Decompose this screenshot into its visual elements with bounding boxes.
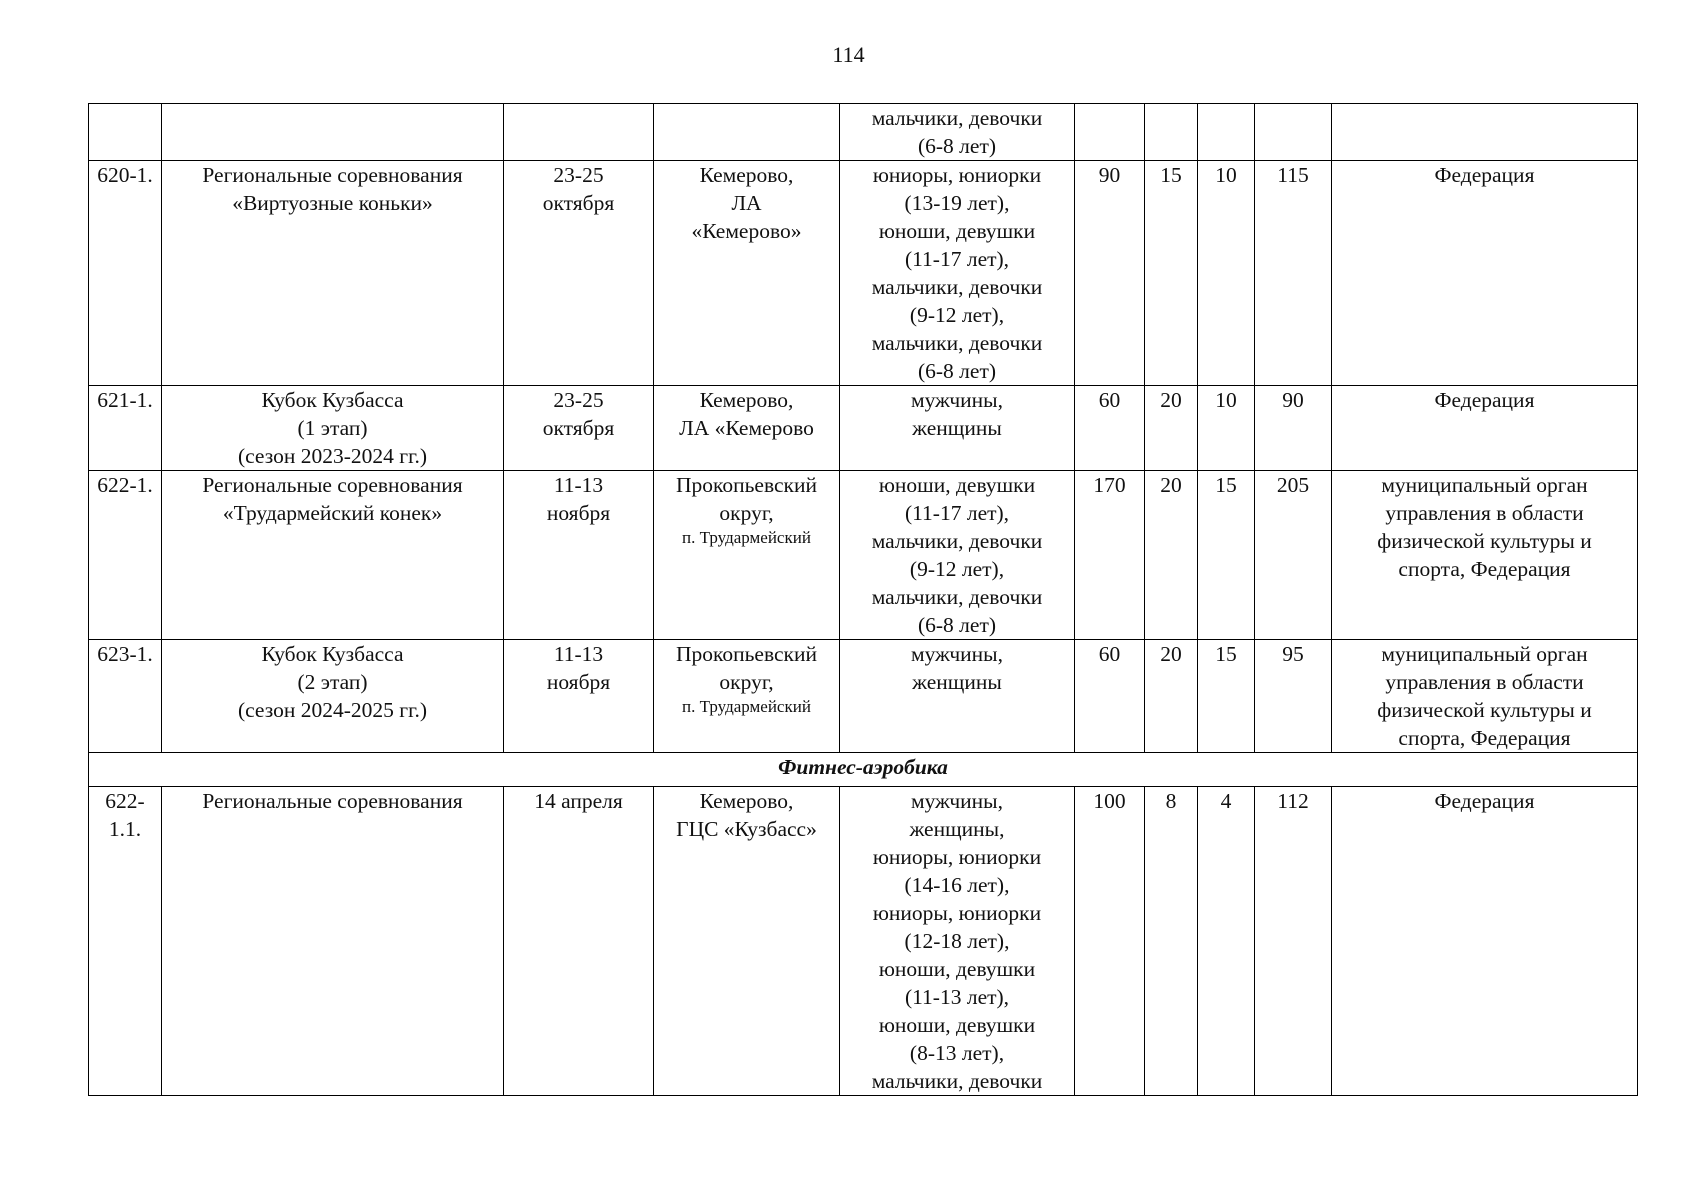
count-3: 10	[1215, 163, 1237, 187]
participants: юниоры, юниорки (13-19 лет), юноши, девушки (11-17 лет), мальчики, девочки (9-12 лет), мальчики, девочки (6-8 лет)	[871, 163, 1043, 383]
count-1: 60	[1098, 388, 1121, 412]
row-number: 621-1.	[97, 388, 153, 412]
row-number: 623-1.	[97, 642, 153, 666]
events-table	[88, 103, 1638, 1096]
count-2: 20	[1160, 388, 1182, 412]
count-2: 20	[1160, 642, 1182, 666]
event-dates: 14 апреля	[534, 789, 623, 813]
count-total: 115	[1277, 163, 1309, 187]
count-total: 112	[1277, 789, 1309, 813]
page-number: 114	[832, 42, 865, 67]
count-2: 15	[1160, 163, 1182, 187]
count-total: 205	[1276, 473, 1310, 497]
participants: мужчины, женщины	[910, 388, 1004, 440]
table-row	[89, 640, 1638, 753]
table-row	[89, 161, 1638, 386]
count-2: 8	[1165, 789, 1177, 813]
organizer: Федерация	[1434, 789, 1535, 813]
organizer: муниципальный орган управления в области физической культуры и спорта, Федерация	[1377, 473, 1592, 581]
event-location: Прокопьевский округ,	[675, 473, 817, 525]
event-location: Кемерово, ГЦС «Кузбасс»	[676, 789, 817, 841]
count-3: 10	[1215, 388, 1237, 412]
event-location-detail: п. Трудармейский	[682, 697, 811, 716]
organizer: муниципальный орган управления в области физической культуры и спорта, Федерация	[1377, 642, 1592, 750]
count-3: 15	[1215, 473, 1237, 497]
organizer: Федерация	[1434, 163, 1535, 187]
event-name: Кубок Кузбасса (2 этап) (сезон 2024-2025 гг.)	[237, 642, 428, 722]
row-number: 622- 1.1.	[105, 789, 145, 841]
participants: мужчины, женщины, юниоры, юниорки (14-16 лет), юниоры, юниорки (12-18 лет), юноши, девушки (11-13 лет), юноши, девушки (8-13 лет), мальчики, девочки	[871, 789, 1043, 1093]
table-row	[89, 386, 1638, 471]
count-2: 20	[1160, 473, 1182, 497]
participants: юноши, девушки (11-17 лет), мальчики, девочки (9-12 лет), мальчики, девочки (6-8 лет)	[871, 473, 1043, 637]
event-dates: 23-25 октября	[542, 388, 615, 440]
event-dates: 11-13 ноября	[546, 642, 611, 694]
organizer: Федерация	[1434, 388, 1535, 412]
event-dates: 11-13 ноября	[546, 473, 611, 525]
count-1: 100	[1093, 789, 1126, 813]
section-row	[89, 753, 1638, 787]
count-1: 170	[1093, 473, 1126, 497]
row-number: 622-1.	[97, 473, 153, 497]
count-total: 95	[1282, 642, 1304, 666]
event-name: Кубок Кузбасса (1 этап) (сезон 2023-2024 гг.)	[237, 388, 428, 468]
event-dates: 23-25 октября	[542, 163, 615, 215]
count-1: 60	[1098, 642, 1121, 666]
event-location: Прокопьевский округ,	[675, 642, 817, 694]
count-3: 15	[1215, 642, 1237, 666]
count-total: 90	[1282, 388, 1304, 412]
count-1: 90	[1098, 163, 1121, 187]
row-number: 620-1.	[97, 163, 153, 187]
event-name: Региональные соревнования «Виртуозные коньки»	[202, 163, 463, 215]
table-row	[89, 104, 1638, 161]
event-location: Кемерово, ЛА «Кемерово	[679, 388, 814, 440]
participants: мальчики, девочки (6-8 лет)	[871, 106, 1043, 158]
section-title: Фитнес-аэробика	[89, 753, 1638, 787]
event-location: Кемерово, ЛА «Кемерово»	[691, 163, 802, 243]
event-location-detail: п. Трудармейский	[682, 528, 811, 547]
participants: мужчины, женщины	[910, 642, 1004, 694]
event-name: Региональные соревнования «Трудармейский конек»	[202, 473, 463, 525]
table-row	[89, 787, 1638, 1096]
event-name: Региональные соревнования	[202, 789, 463, 813]
table-row	[89, 471, 1638, 640]
count-3: 4	[1220, 789, 1232, 813]
